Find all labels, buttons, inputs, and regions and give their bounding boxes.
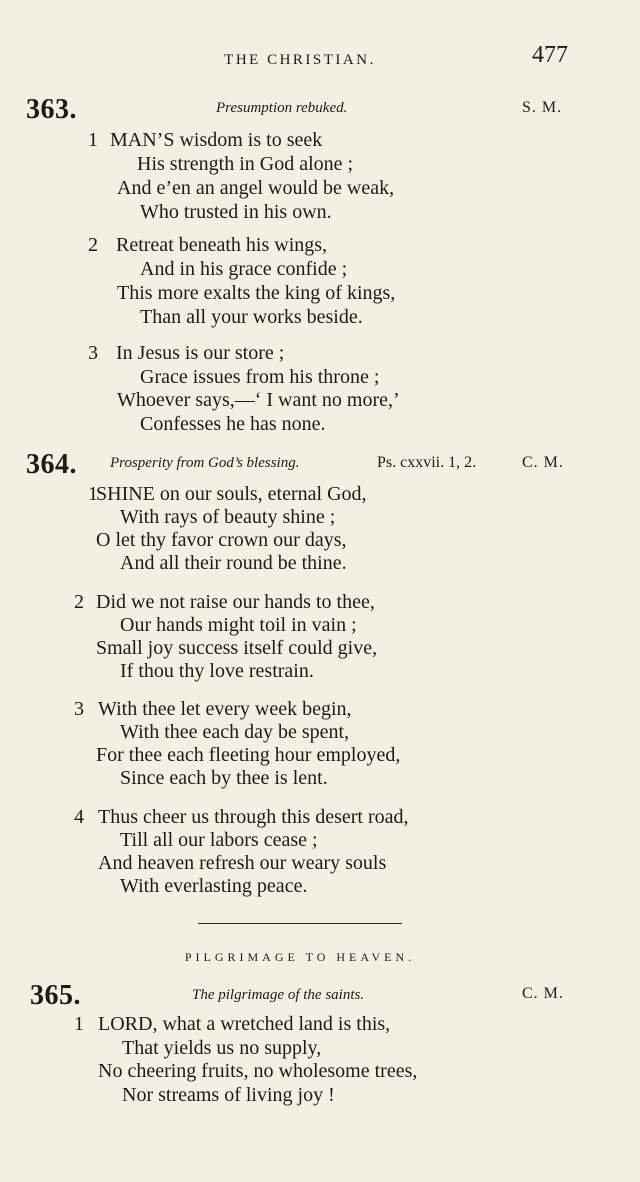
- verse-line: Since each by thee is lent.: [120, 767, 328, 789]
- verse-line: No cheering fruits, no wholesome trees,: [98, 1060, 418, 1082]
- verse-number: 1: [74, 1013, 84, 1035]
- verse-line: With rays of beauty shine ;: [120, 506, 336, 528]
- verse-line: His strength in God alone ;: [137, 153, 354, 175]
- verse-line: In Jesus is our store ;: [116, 342, 285, 364]
- verse-number: 2: [74, 591, 84, 613]
- verse-line: With thee each day be spent,: [120, 721, 350, 743]
- verse-number: 3: [88, 342, 98, 364]
- verse-line: MAN’S wisdom is to seek: [110, 129, 323, 151]
- verse-line: And in his grace confide ;: [140, 258, 348, 280]
- verse-line: Small joy success itself could give,: [96, 637, 378, 659]
- verse-line: If thou thy love restrain.: [120, 660, 314, 682]
- verse-line: Retreat beneath his wings,: [116, 234, 328, 256]
- hymn-title: The pilgrimage of the saints.: [192, 987, 365, 1003]
- verse-number: 1: [88, 483, 98, 505]
- section-divider: [198, 923, 402, 924]
- verse-line: That yields us no supply,: [122, 1037, 322, 1059]
- verse-number: 1: [88, 129, 98, 151]
- verse-number: 3: [74, 698, 84, 720]
- hymn-header: [0, 980, 640, 1010]
- verse-number: 2: [88, 234, 98, 256]
- verse-line: Nor streams of living joy !: [122, 1084, 335, 1106]
- hymn-number: 364.: [26, 449, 77, 480]
- verse-line: Who trusted in his own.: [140, 201, 332, 223]
- scripture-reference: Ps. cxxvii. 1, 2.: [377, 454, 477, 471]
- verse-line: O let thy favor crown our days,: [96, 529, 347, 551]
- verse-line: Than all your works beside.: [140, 306, 363, 328]
- hymn-meter: C. M.: [522, 985, 564, 1002]
- verse-line: This more exalts the king of kings,: [117, 282, 396, 304]
- verse-line: Our hands might toil in vain ;: [120, 614, 357, 636]
- verse-line: With thee let every week begin,: [98, 698, 352, 720]
- verse-line: For thee each fleeting hour employed,: [96, 744, 401, 766]
- hymn-title: Presumption rebuked.: [216, 100, 348, 116]
- verse-line: Confesses he has none.: [140, 413, 326, 435]
- page-number: 477: [532, 42, 568, 68]
- verse-line: SHINE on our souls, eternal God,: [96, 483, 367, 505]
- section-heading: PILGRIMAGE TO HEAVEN.: [184, 950, 416, 964]
- verse-line: And heaven refresh our weary souls: [98, 852, 387, 874]
- hymn-header: [0, 449, 640, 479]
- hymn-number: 365.: [30, 980, 81, 1011]
- verse-line: LORD, what a wretched land is this,: [98, 1013, 391, 1035]
- verse-line: And all their round be thine.: [120, 552, 347, 574]
- hymn-header: [0, 94, 640, 124]
- verse-line: Grace issues from his throne ;: [140, 366, 380, 388]
- hymn-meter: C. M.: [522, 454, 564, 471]
- verse-line: With everlasting peace.: [120, 875, 308, 897]
- verse-line: Thus cheer us through this desert road,: [98, 806, 409, 828]
- verse-number: 4: [74, 806, 84, 828]
- verse-line: And e’en an angel would be weak,: [117, 177, 395, 199]
- verse-line: Till all our labors cease ;: [120, 829, 318, 851]
- verse-line: Whoever says,—‘ I want no more,’: [117, 389, 400, 411]
- hymn-number: 363.: [26, 94, 77, 125]
- running-head: THE CHRISTIAN.: [224, 52, 376, 68]
- hymn-title: Prosperity from God’s blessing.: [110, 455, 300, 471]
- hymn-meter: S. M.: [522, 99, 563, 116]
- verse-line: Did we not raise our hands to thee,: [96, 591, 375, 613]
